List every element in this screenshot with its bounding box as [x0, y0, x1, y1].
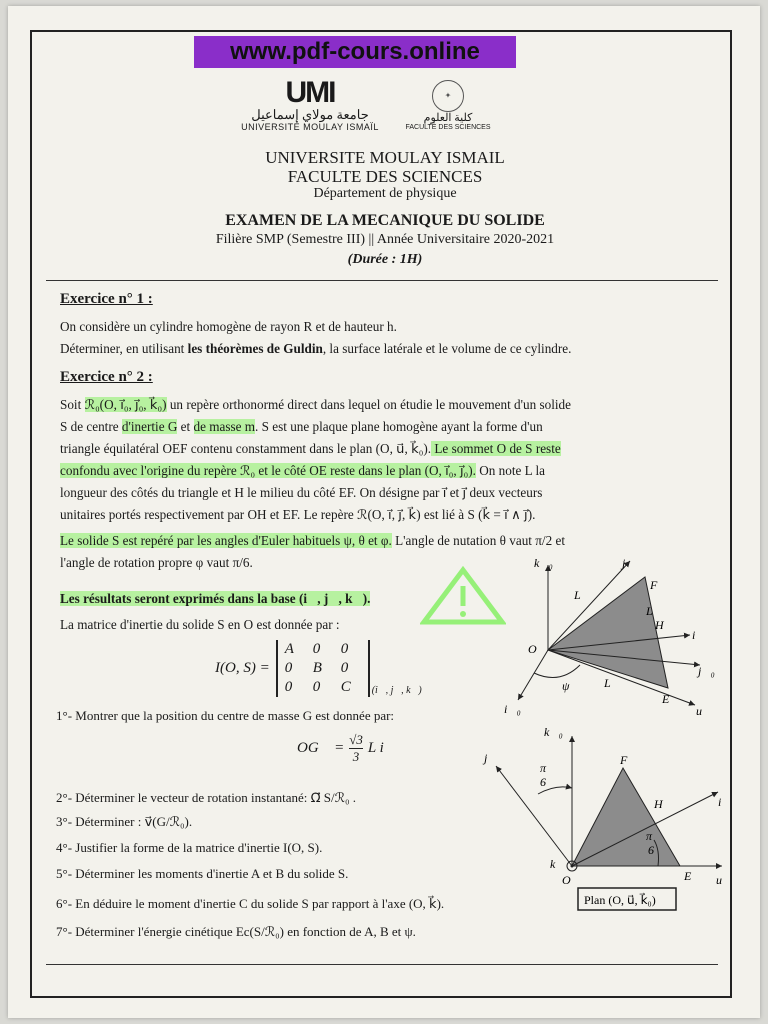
fig1-psi-label: ψ	[562, 679, 570, 693]
divider	[46, 280, 718, 281]
exercise-1-title: Exercice n° 1 :	[60, 291, 153, 307]
fig1-j0-label: j⃗₀	[698, 664, 715, 678]
fig1-L3-label: L	[604, 676, 611, 690]
university-logo	[240, 78, 380, 138]
university-name: UNIVERSITE MOULAY ISMAIL	[265, 148, 505, 167]
exercise-2-title: Exercice n° 2 :	[60, 369, 153, 385]
faculty-latin-text: FACULTÉ DES SCIENCES	[405, 124, 491, 131]
fig1-L1-label: L	[574, 588, 581, 602]
figure-euler-angles	[500, 555, 720, 720]
basis-note-text: Les résultats seront exprimés dans la base (i⃗, j⃗, k⃗).	[60, 591, 371, 606]
og-denominator: 3	[352, 749, 360, 764]
vertex-note: Le sommet O de S reste	[431, 441, 561, 456]
fig2-six-label: 6	[540, 775, 546, 789]
m13: 0	[340, 641, 349, 657]
fig2-j-label: j⃗	[484, 751, 497, 765]
exercise-1-statement: On considère un cylindre homogène de rayon R et de hauteur h.	[60, 319, 397, 334]
matrix-intro: La matrice d'inertie du solide S en O est donnée par :	[60, 617, 340, 632]
task-text-end: , la surface latérale et le volume de ce cylindre.	[322, 341, 572, 356]
text: On note L la	[475, 463, 546, 478]
fig1-E-label: E	[662, 692, 670, 706]
og-lhs: OG⃗ =	[297, 740, 345, 756]
department-name: Département de physique	[313, 186, 457, 201]
text: un repère orthonormé direct dans lequel on étudie le mouvement d'un solide	[166, 397, 572, 412]
text: L'angle de nutation θ vaut π/2 et	[391, 533, 566, 548]
logo-mark: UMI	[285, 76, 335, 109]
text: Soit	[60, 397, 85, 412]
fig1-k0-label: k⃗₀	[534, 556, 553, 570]
inertia-matrix	[214, 640, 423, 697]
m23: 0	[340, 660, 349, 676]
fig2-pi-label: π	[540, 761, 547, 775]
inertia-center: d'inertie G	[121, 419, 178, 434]
fig2-pi2-label: π	[646, 829, 653, 843]
matrix-basis: (i⃗, j⃗, k⃗)	[371, 685, 422, 696]
m32: 0	[312, 679, 321, 695]
fig1-H-label: H	[655, 618, 664, 632]
text: S de centre	[60, 419, 122, 434]
exam-title: EXAMEN DE LA MECANIQUE DU SOLIDE	[225, 212, 545, 229]
ex2-line-3	[60, 438, 680, 460]
og-tail: L i⃗	[367, 740, 396, 756]
fig2-six2-label: 6	[648, 843, 654, 857]
question-1: 1°- Montrer que la position du centre de masse G est donnée par:	[56, 708, 395, 723]
fig1-L2-label: L	[646, 604, 653, 618]
text: et	[177, 419, 194, 434]
m33: C	[340, 679, 351, 695]
mass: de masse m	[193, 419, 256, 434]
ex2-line-5: longueur des côtés du triangle et H le milieu du côté EF. On désigne par i⃗ et j⃗ deux vecteurs	[60, 485, 543, 500]
fig1-O-label: O	[528, 642, 537, 656]
logo-arabic-text: جامعة مولاي إسماعيل	[251, 107, 369, 122]
question-7: 7°- Déterminer l'énergie cinétique Ec(S/ℛ₀) en fonction de A, B et ψ.	[56, 924, 416, 939]
question-3: 3°- Déterminer : v⃗(G/ℛ₀).	[56, 814, 193, 829]
ex2-line-1	[60, 394, 680, 416]
text: . S est une plaque plane homogène ayant la forme d'un	[255, 419, 543, 434]
matrix-lhs: I(O, S) =	[215, 660, 270, 676]
fig1-i0-label: i⃗₀	[504, 702, 521, 716]
og-numerator: √3	[349, 732, 363, 747]
fig2-O-label: O	[562, 873, 571, 887]
institution-block	[150, 148, 620, 186]
logo-latin-text: UNIVERSITÉ MOULAY ISMAÏL	[241, 122, 379, 132]
watermark-link[interactable]: www.pdf-cours.online	[194, 36, 516, 68]
fig1-F-label: F	[650, 578, 658, 592]
euler-angles: Le solide S est repéré par les angles d'Euler habituels ψ, θ et φ.	[60, 533, 392, 548]
og-equation	[296, 732, 397, 765]
fig2-u-label: u⃗	[716, 873, 732, 887]
fig2-k-label: k⃗	[550, 857, 565, 871]
task-text: Déterminer, en utilisant	[60, 341, 188, 356]
fig1-i-label: i⃗	[692, 628, 705, 642]
ex2-line-7	[60, 530, 680, 552]
m31: 0	[284, 679, 293, 695]
ex2-line-6: unitaires portés respectivement par OH et EF. Le repère ℛ(O, i⃗, j⃗, k⃗) est lié à S (k⃗ = i⃗ ∧ j⃗).	[60, 507, 536, 522]
faculty-name: FACULTE DES SCIENCES	[287, 167, 483, 186]
question-6: 6°- En déduire le moment d'inertie C du solide S par rapport à l'axe (O, k⃗).	[56, 896, 445, 911]
m12: 0	[312, 641, 321, 657]
faculty-arabic-text: كلية العلوم	[423, 112, 473, 124]
basis-note	[60, 588, 420, 610]
exercise-1-task	[60, 338, 680, 360]
fig1-u-label: u⃗	[696, 704, 712, 718]
side-note: confondu avec l'origine du repère ℛ₀ et le côté OE reste dans le plan (O, i⃗₀, j⃗₀).	[60, 463, 476, 478]
fig2-H-label: H	[654, 797, 663, 811]
figure-plan	[478, 722, 732, 914]
seal-icon: ✦	[432, 80, 464, 112]
text: triangle équilatéral OEF contenu constamment dans le plan (O, u⃗, k⃗₀).	[60, 441, 432, 456]
ex2-line-8: l'angle de rotation propre φ vaut π/6.	[60, 555, 253, 570]
exercise-1	[60, 288, 680, 360]
guldin-emphasis: les théorèmes de Guldin	[187, 341, 323, 356]
question-5: 5°- Déterminer les moments d'inertie A et B du solide S.	[56, 866, 349, 881]
filiere-line: Filière SMP (Semestre III) || Année Universitaire 2020-2021	[215, 232, 555, 247]
ex2-line-2	[60, 416, 680, 438]
fig1-j-label: j⃗	[622, 556, 635, 570]
ex2-line-4	[60, 460, 680, 482]
duration: (Durée : 1H)	[347, 252, 423, 267]
faculty-logo	[400, 80, 496, 138]
exercise-2	[60, 366, 680, 574]
bottom-divider	[46, 964, 718, 965]
question-4: 4°- Justifier la forme de la matrice d'inertie I(O, S).	[56, 840, 323, 855]
fig2-E-label: E	[684, 869, 692, 883]
m21: 0	[284, 660, 293, 676]
fig2-plan-label: Plan (O, u⃗, k⃗₀)	[584, 893, 656, 907]
m22: B	[312, 660, 322, 676]
question-2: 2°- Déterminer le vecteur de rotation instantané: Ω⃗ S/ℛ₀ .	[56, 790, 357, 805]
fig2-i-label: i⃗	[718, 795, 731, 809]
frame-r0: ℛ₀(O, i⃗₀, j⃗₀, k⃗₀)	[84, 397, 167, 412]
fig2-k0-label: k⃗₀	[544, 725, 563, 739]
fig2-F-label: F	[620, 753, 628, 767]
m11: A	[284, 641, 294, 657]
